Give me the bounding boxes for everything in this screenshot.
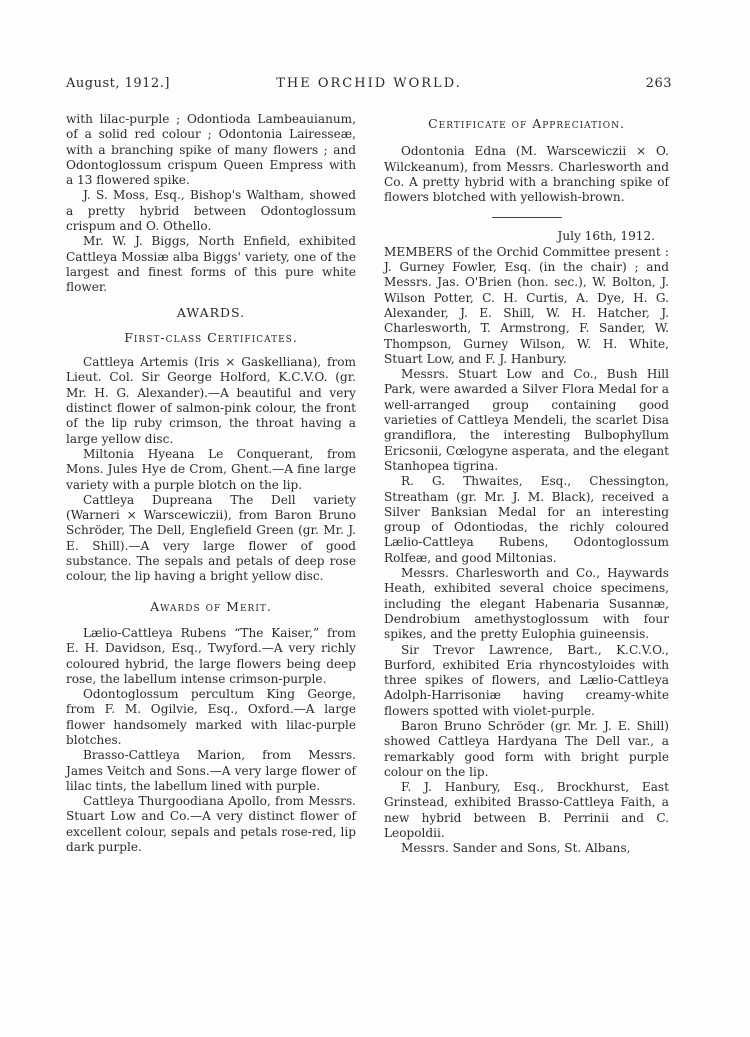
- paragraph: Mr. W. J. Biggs, North Enfield, exhibited Cattleya Mossiæ alba Biggs' variety, one of the largest and finest forms of this pure white flower.: [66, 234, 356, 295]
- subheading-certificate-of-appreciation: Certificate of Appreciation.: [428, 116, 625, 131]
- running-header: [66, 76, 672, 96]
- section-heading-awards: AWARDS.: [176, 304, 246, 320]
- paragraph: Brasso-Cattleya Marion, from Messrs. James Veitch and Sons.—A very large flower of lilac tints, the labellum lined with purple.: [66, 748, 356, 793]
- paragraph: Messrs. Charlesworth and Co., Haywards Heath, exhibited several choice specimens, including the elegant Habenaria Susannæ, Dendrobium amethystoglossum with four spikes, and the pretty Eulophia guineensis.: [384, 566, 669, 642]
- paragraph: Odontonia Edna (M. Warscewiczii × O. Wilckeanum), from Messrs. Charlesworth and Co. A pretty hybrid with a branching spike of flowers blotched with yellowish-brown.: [384, 144, 669, 205]
- right-column: [384, 112, 669, 857]
- paragraph: with lilac-purple ; Odontioda Lambeauianum, of a solid red colour ; Odontonia Lairesseæ, with a branching spike of many flowers ; and Odontoglossum crispum Queen Empress with a 13 flowered spike.: [66, 112, 356, 188]
- paragraph: Miltonia Hyeana Le Conquerant, from Mons. Jules Hye de Crom, Ghent.—A fine large variety with a purple blotch on the lip.: [66, 446, 356, 492]
- paragraph: Cattleya Thurgoodiana Apollo, from Messrs. Stuart Low and Co.—A very distinct flower of excellent colour, sepals and petals rose-red, lip dark purple.: [66, 794, 356, 855]
- paragraph: R. G. Thwaites, Esq., Chessington, Streatham (gr. Mr. J. M. Black), received a Silver Banksian Medal for an interesting group of Odontiodas, the richly coloured Lælio-Cattleya Rubens, Odontoglossum Rolfeæ, and good Miltonias.: [384, 474, 669, 565]
- subheading-awards-of-merit: Awards of Merit.: [150, 598, 272, 614]
- paragraph: Cattleya Dupreana The Dell variety (Warneri × Warscewiczii), from Baron Bruno Schröder, The Dell, Englefield Green (gr. Mr. J. E. Shill).—A very large flower of good substance. The sepals and petals of deep rose colour, the lip having a bright yellow disc.: [66, 492, 356, 584]
- page-number: 263: [645, 76, 672, 91]
- paragraph: F. J. Hanbury, Esq., Brockhurst, East Grinstead, exhibited Brasso-Cattleya Faith, a new hybrid between B. Perrinii and C. Leopoldii.: [384, 780, 669, 841]
- paragraph: Lælio-Cattleya Rubens “The Kaiser,” from E. H. Davidson, Esq., Twyford.—A very richly coloured hybrid, the large flowers being deep rose, the labellum intense crimson-purple.: [66, 625, 356, 686]
- section-divider: [492, 217, 562, 218]
- journal-title: THE ORCHID WORLD.: [276, 76, 462, 91]
- paragraph: Cattleya Artemis (Iris × Gaskelliana), from Lieut. Col. Sir George Holford, K.C.V.O. (gr. Mr. H. G. Alexander).—A beautiful and very distinct flower of salmon-pink colour, the front of the lip ruby crimson, the throat having a large yellow disc.: [66, 355, 356, 446]
- left-column: [66, 112, 356, 855]
- paragraph: MEMBERS of the Orchid Committee present : J. Gurney Fowler, Esq. (in the chair) ; and Messrs. Jas. O'Brien (hon. sec.), W. Bolton, J. Wilson Potter, C. H. Curtis, A. Dye, H. G. Alexander, J. E. Shill, W. H. Hatcher, J. Charlesworth, T. Armstrong, F. Sander, W. Thompson, Gurney Wilson, W. H. White, Stuart Low, and F. J. Hanbury.: [384, 244, 669, 366]
- subheading-first-class: First-class Certificates.: [124, 329, 298, 345]
- meeting-date: July 16th, 1912.: [557, 229, 655, 244]
- paragraph: Baron Bruno Schröder (gr. Mr. J. E. Shill) showed Cattleya Hardyana The Dell var., a remarkably good form with bright purple colour on the lip.: [384, 718, 669, 779]
- header-date: August, 1912.]: [66, 76, 170, 91]
- paragraph: Messrs. Stuart Low and Co., Bush Hill Park, were awarded a Silver Flora Medal for a well-arranged group containing good varieties of Cattleya Mendeli, the scarlet Disa grandiflora, the interesting Bulbophyllum Ericsonii, Cœlogyne asperata, and the elegant Stanhopea tigrina.: [384, 367, 669, 473]
- paragraph: Sir Trevor Lawrence, Bart., K.C.V.O., Burford, exhibited Eria rhyncostyloides with three spikes of flowers, and Lælio-Cattleya Adolph-Harrisoniæ having creamy-white flowers spotted with violet-purple.: [384, 642, 669, 718]
- paragraph: Messrs. Sander and Sons, St. Albans,: [401, 841, 631, 856]
- paragraph: J. S. Moss, Esq., Bishop's Waltham, showed a pretty hybrid between Odontoglossum crispum and O. Othello.: [66, 188, 356, 234]
- paragraph: Odontoglossum percultum King George, from F. M. Ogilvie, Esq., Oxford.—A large flower handsomely marked with lilac-purple blotches.: [66, 687, 356, 747]
